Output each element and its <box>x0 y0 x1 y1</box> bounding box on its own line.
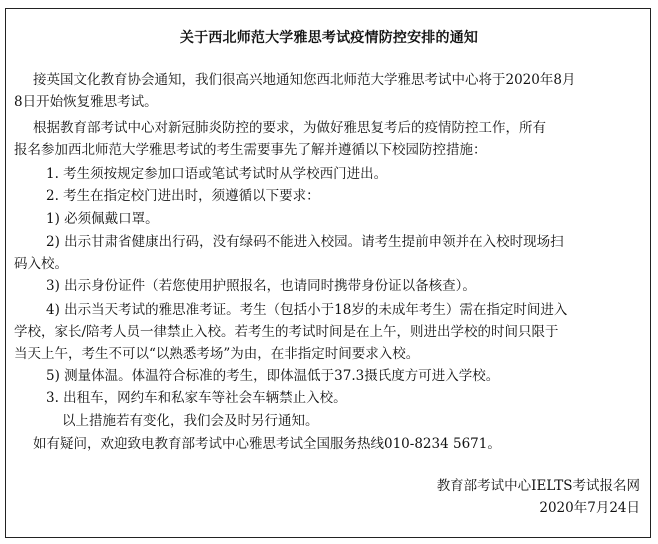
list-item: 1. 考生须按规定参加口语或笔试考试时从学校西门进出。 <box>46 166 388 182</box>
paragraph-line: 根据教育部考试中心对新冠肺炎防控的要求，为做好雅思复考后的疫情防控工作，所有 <box>33 120 546 136</box>
signature-org: 教育部考试中心IELTS考试报名网 <box>436 478 640 494</box>
list-item-continuation: 当天上午，考生不可以“以熟悉考场”为由，在非指定时间要求入校。 <box>14 346 420 362</box>
paragraph-line: 8日开始恢复雅思考试。 <box>14 94 158 110</box>
signature-date: 2020年7月24日 <box>539 500 640 516</box>
contact-line: 如有疑问，欢迎致电教育部考试中心雅思考试全国服务热线010-8234 5671。 <box>33 436 501 452</box>
paragraph-line: 报名参加西北师范大学雅思考试的考生需要事先了解并遵循以下校园防控措施： <box>14 142 487 158</box>
list-item: 4) 出示当天考试的雅思准考证。考生（包括小于18岁的未成年考生）需在指定时间进入 <box>46 302 568 318</box>
list-item: 3. 出租车，网约车和私家车等社会车辆禁止入校。 <box>46 390 347 406</box>
list-item: 3) 出示身份证件（若您使用护照报名，也请同时携带身份证以备核查）。 <box>46 278 476 294</box>
list-item: 2) 出示甘肃省健康出行码，没有绿码不能进入校园。请考生提前申领并在入校时现场扫 <box>46 234 564 250</box>
notice-title: 关于西北师范大学雅思考试疫情防控安排的通知 <box>179 30 479 46</box>
list-item: 2. 考生在指定校门进出时，须遵循以下要求： <box>46 188 320 204</box>
list-item: 1) 必须佩戴口罩。 <box>46 211 159 227</box>
list-item: 5) 测量体温。体温符合标准的考生，即体温低于37.3摄氏度方可进入学校。 <box>46 368 500 384</box>
list-item-continuation: 码入校。 <box>14 256 68 272</box>
list-item-continuation: 学校，家长/陪考人员一律禁止入校。若考生的考试时间是在上午，则进出学校的时间只限于 <box>14 324 559 340</box>
paragraph-line: 接英国文化教育协会通知，我们很高兴地通知您西北师范大学雅思考试中心将于2020年8月 <box>33 72 576 88</box>
closing-note: 以上措施若有变化，我们会及时另行通知。 <box>62 413 319 429</box>
